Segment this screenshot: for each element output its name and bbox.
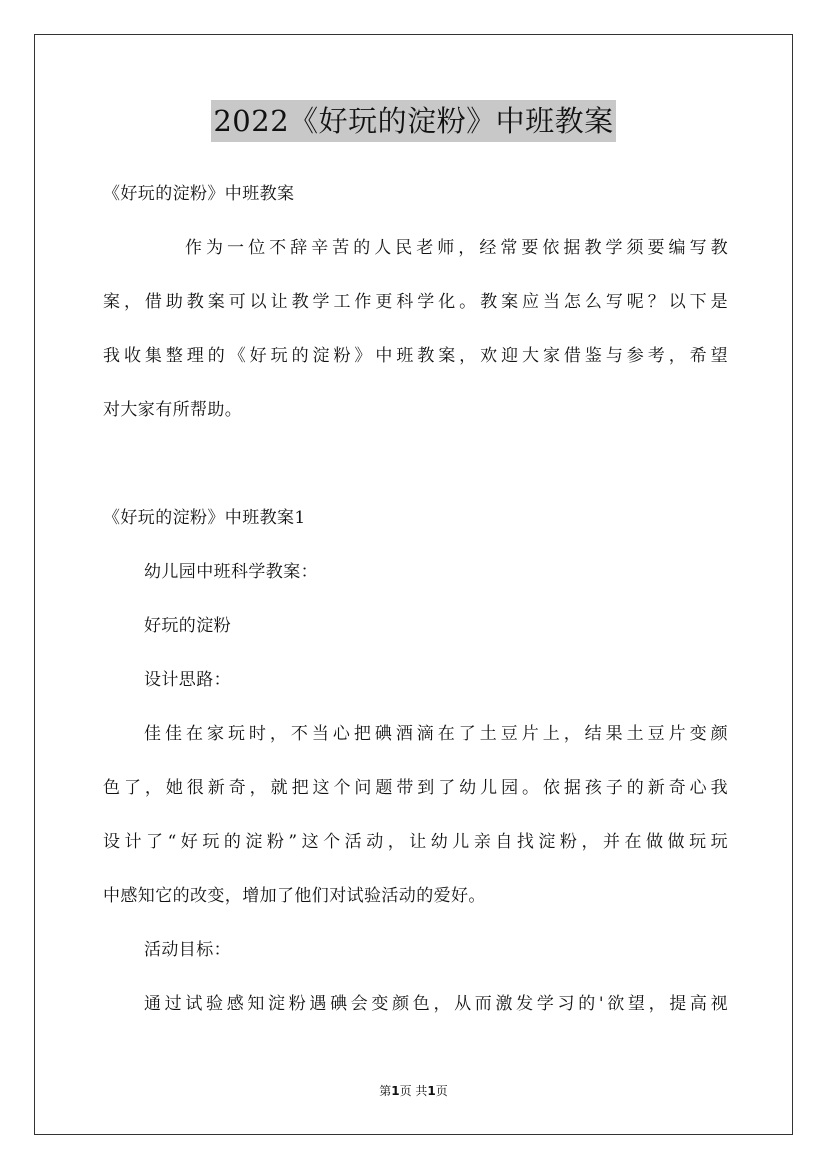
footer-page-suffix: 页 共 bbox=[399, 1084, 428, 1098]
paragraph-line: 好玩的淀粉 bbox=[144, 616, 231, 636]
paragraph-line: 幼儿园中班科学教案： bbox=[144, 562, 318, 582]
paragraph-line: 活动目标： bbox=[144, 940, 231, 960]
page-footer bbox=[0, 1083, 827, 1099]
footer-page-number: 1 bbox=[391, 1084, 400, 1098]
paragraph-line: 中感知它的改变，增加了他们对试验活动的爱好。 bbox=[103, 886, 486, 906]
footer-total-pages: 1 bbox=[427, 1084, 436, 1098]
paragraph-line: 设计了“好玩的淀粉”这个活动，让幼儿亲自找淀粉，并在做做玩玩 bbox=[103, 832, 728, 852]
document-title: 2022《好玩的淀粉》中班教案 bbox=[211, 100, 615, 142]
footer-prefix: 第 bbox=[379, 1084, 392, 1098]
paragraph-line: 我收集整理的《好玩的淀粉》中班教案，欢迎大家借鉴与参考，希望 bbox=[103, 346, 728, 366]
paragraph-line: 设计思路： bbox=[144, 670, 231, 690]
title-container bbox=[0, 100, 827, 142]
paragraph-line: 对大家有所帮助。 bbox=[103, 400, 243, 420]
subtitle-line: 《好玩的淀粉》中班教案 bbox=[103, 184, 295, 204]
footer-total-suffix: 页 bbox=[435, 1084, 448, 1098]
section-heading: 《好玩的淀粉》中班教案1 bbox=[103, 508, 306, 528]
paragraph-line: 通过试验感知淀粉遇碘会变颜色，从而激发学习的'欲望，提高视 bbox=[144, 994, 728, 1014]
paragraph-line: 案，借助教案可以让教学工作更科学化。教案应当怎么写呢？以下是 bbox=[103, 292, 728, 312]
paragraph-line: 佳佳在家玩时，不当心把碘酒滴在了土豆片上，结果土豆片变颜 bbox=[144, 724, 728, 744]
paragraph-line: 色了，她很新奇，就把这个问题带到了幼儿园。依据孩子的新奇心我 bbox=[103, 778, 728, 798]
paragraph-line: 作为一位不辞辛苦的人民老师，经常要依据教学须要编写教 bbox=[185, 238, 728, 258]
